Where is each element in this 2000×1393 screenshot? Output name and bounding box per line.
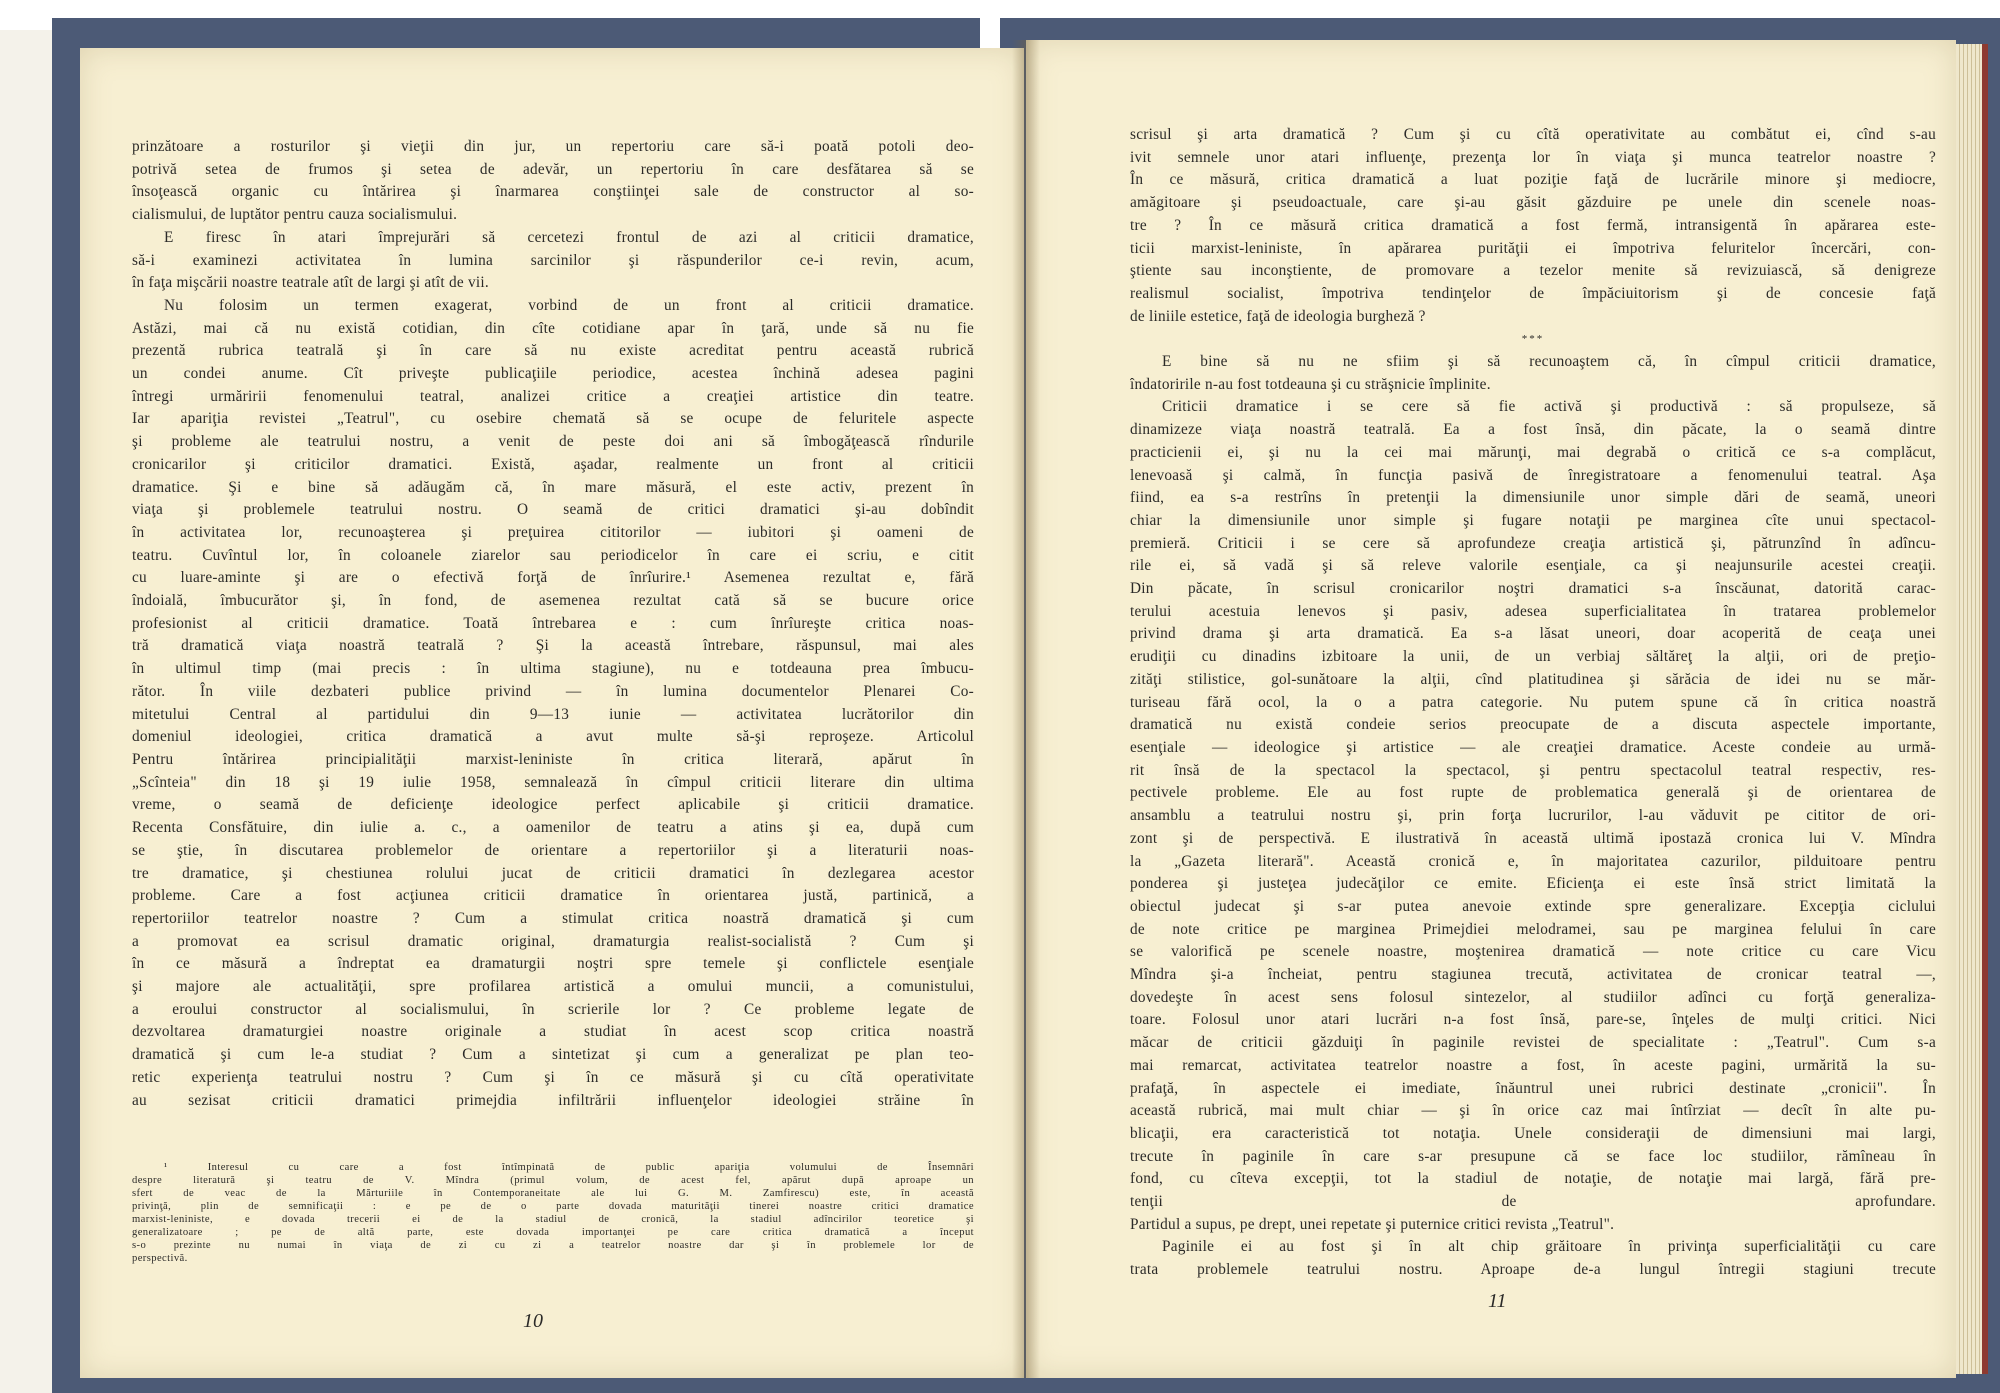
text-line: cu luare-aminte şi are o efectivă forţă de înrîurire.¹ Asemenea rezultat e, fără: [132, 569, 974, 587]
text-line: şi probleme ale teatrului nostru, a venit de peste doi ani să îmbogăţească rîndurile: [132, 433, 974, 451]
text-line: Paginile ei au fost şi în alt chip grăitoare în privinţa superficialităţii cu care: [1162, 1238, 1936, 1256]
text-line: realismul socialist, împotriva tendinţelor de împăciuitorism şi de concesie faţă: [1130, 284, 1936, 302]
right-page: [1026, 40, 1956, 1378]
left-page-footnote: [132, 1161, 974, 1265]
text-line: chiar la dimensiunile unor simple şi fugare notaţii pe marginea cîte unui spectacol-: [1130, 511, 1936, 529]
text-line: Recenta Consfătuire, din iulie a. c., a oamenilor de teatru a atins şi ea, după cum: [132, 819, 974, 837]
footnote-line: despre literatură şi teatru de V. Mîndra (primul volum, de acest fel, apărut după aproape un: [132, 1175, 974, 1186]
text-line: privind drama şi arta dramatică. Ea s-a lăsat uneori, doar acoperită de ceaţa unei: [1130, 625, 1936, 643]
footnote-line: ¹ Interesul cu care a fost întîmpinată de public apariţia volumului de Însemnări: [164, 1162, 974, 1173]
text-line: turiseau fără ocol, la o a patra categorie. Nu putem spune că în critica noastră: [1130, 693, 1936, 711]
text-line: tre dramatice, şi chestiunea rolului jucat de criticii dramatici în dezlegarea acestor: [132, 864, 974, 882]
text-line: şi majore ale actualităţii, spre profilarea artistică a omului muncii, a comunistului,: [132, 978, 974, 996]
text-line: zităţi stilistice, gol-sunătoare la alţii, cînd platitudinea şi sărăcia de idei nu se măr-: [1130, 670, 1936, 688]
text-line: această rubrică, mai mult chiar — şi în orice caz mai întîrziat — decît în alte pu-: [1130, 1102, 1936, 1120]
text-line: scrisul şi arta dramatică ? Cum şi cu cîtă operativitate au combătut ei, cînd s-au: [1130, 126, 1936, 143]
text-line: prafaţă, în aspectele ei imediate, înăuntrul unei rubrici destinate „cronicii". În: [1130, 1079, 1936, 1097]
text-line: Criticii dramatice i se cere să fie activă şi productivă : să propulseze, să: [1162, 398, 1936, 416]
left-page-number: 10: [523, 1310, 543, 1332]
text-line: ansamblu a teatrului nostru şi, prin forţa lucrurilor, l-au văduvit pe cititor de ori-: [1130, 807, 1936, 825]
right-page-text: [1130, 124, 1936, 1282]
text-line: practicienii ei, şi nu la cei mai mărunţi, mai degrabă o critică ce s-a complăcut,: [1130, 443, 1936, 461]
text-line: a eroului constructor al socialismului, în scrierile lor ? Ce probleme legate de: [132, 1000, 974, 1018]
text-line: îndatoririle n-au fost totdeauna şi cu străşnicie împlinite.: [1130, 375, 1491, 393]
text-line: lenevoasă şi calmă, în funcţia pasivă de înregistratoare a fenomenului teatral. Aşa: [1130, 466, 1936, 484]
text-line: ponderea şi justeţea judecăţilor ce emite. Eficienţa ei este însă strict limitată la: [1130, 875, 1936, 893]
text-line: premieră. Criticii i se cere să aprofundeze creaţia artistică şi, pătrunzînd în adîncu-: [1130, 534, 1936, 552]
footnote-line: marxist-leniniste, e dovada trecerii ei de la stadiul de cronică, la stadiul adîncirilor teoretice şi: [132, 1214, 974, 1225]
text-line: rător. În viile dezbateri publice privind — în lumina documentelor Plenarei Co-: [132, 682, 974, 700]
text-line: Din păcate, în scrisul cronicarilor noştri dramatici s-a înscăunat, datorită carac-: [1130, 580, 1936, 598]
text-line: se ştie, în discutarea problemelor de orientare a repertoriilor şi a literaturii noas-: [132, 841, 974, 859]
text-line: a promovat ea scrisul dramatic original, dramaturgia realist-socialistă ? Cum şi: [132, 932, 974, 950]
text-line: probleme. Care a fost acţiunea criticii dramatice în orientarea justă, partinică, a: [132, 887, 974, 905]
text-line: E firesc în atari împrejurări să cercetezi frontul de azi al criticii dramatice,: [164, 228, 974, 246]
text-line: esenţiale — ideologice şi artistice — ale creaţiei dramatice. Aceste condeie au urmă-: [1130, 738, 1936, 756]
text-line: Astăzi, mai că nu există cotidian, din cîte cotidiane apar în ţară, unde să nu fie: [132, 319, 974, 337]
text-line: mai remarcat, activitatea teatrelor noastre a fost, în aceste pagini, urmărită la su-: [1130, 1056, 1936, 1074]
left-page-text: [132, 136, 974, 1112]
bookmark-edge: [1982, 44, 1988, 1374]
text-line: rit însă de la spectacol la spectacol, şi pentru spectacolul teatral respectiv, res-: [1130, 761, 1936, 779]
footnote-line: sfert de veac de la Mărturiile în Contemporaneitate ale lui G. M. Zamfirescu) este, în această: [132, 1188, 974, 1199]
text-line: teatru. Cuvîntul lor, în coloanele ziarelor sau periodicelor în care ei scriu, e citit: [132, 546, 974, 564]
text-line: Nu folosim un termen exagerat, vorbind de un front al criticii dramatice.: [164, 296, 974, 314]
text-line: ştiente sau inconştiente, de promovare a tezelor menite să revizuiască, să denigreze: [1130, 262, 1936, 280]
text-line: un condei anume. Cît priveşte publicaţiile periodice, acestea închină adesea pagini: [132, 365, 974, 383]
left-page: [80, 48, 1024, 1378]
text-line: ticii marxist-leniniste, în apărarea purităţii ei împotriva feluritelor încercări, con-: [1130, 239, 1936, 257]
text-line: tră dramatică viaţa noastră teatrală ? Şi la această întrebare, răspunsul, mai ales: [132, 637, 974, 655]
text-line: prezentă rubrica teatrală şi în care să nu existe acreditat pentru această rubrică: [132, 342, 974, 360]
text-line: întregi urmăririi fenomenului teatral, analizei critice a creaţiei artistice din teatre.: [132, 387, 974, 405]
text-line: se valorifică pe scenele noastre, moştenirea dramatică — note critice cu care Vicu: [1130, 943, 1936, 961]
text-line: blicaţii, era caracteristică tot notaţia. Unele consideraţii de dimensiuni mai largi,: [1130, 1124, 1936, 1142]
text-line: toare. Folosul unor atari lucrări n-a fost însă, pare-se, înţeles de mulţi critici. Nici: [1130, 1011, 1936, 1029]
text-line: tre ? În ce măsură critica dramatică a fost fermă, intransigentă în apărarea este-: [1130, 216, 1936, 234]
text-line: au sezisat criticii dramatici primejdia infiltrării influenţelor ideologiei străine în: [132, 1091, 974, 1109]
footnote-line: generalizatoare ; pe de altă parte, este dovada importanţei pe care critica dramatică a început: [132, 1227, 974, 1238]
text-line: amăgitoare şi pseudoactuale, care şi-au găsit găzduire pe unele din scenele noas-: [1130, 194, 1936, 212]
text-line: zont şi de perspectivă. E ilustrativă în această ultimă ipostază cronica lui V. Mîndra: [1130, 829, 1936, 847]
text-line: dezvoltarea dramaturgiei noastre originale a studiat în acest scop critica noastră: [132, 1023, 974, 1041]
text-line: de note critice pe marginea Primejdiei melodramei, sau pe marginea felului în care: [1130, 920, 1936, 938]
text-line: repertoriilor teatrelor noastre ? Cum a stimulat critica noastră dramatică şi cum: [132, 909, 974, 927]
text-line: retic experienţa teatrului nostru ? Cum şi în ce măsură şi cu cîtă operativitate: [132, 1068, 974, 1086]
text-line: fiind, ea s-a restrîns în pretenţii la dimensiunile unor simple dări de seamă, uneori: [1130, 489, 1936, 507]
text-line: în ultimul timp (mai precis : în ultima stagiune), nu e totdeauna prea îmbucu-: [132, 660, 974, 678]
footnote-line: perspectivă.: [132, 1253, 188, 1264]
text-line: domeniul ideologiei, critica dramatică a avut multe să-şi reproşeze. Articolul: [132, 728, 974, 746]
text-line: terului acestuia lenevos şi pasiv, adesea superficialitatea în tratarea problemelor: [1130, 602, 1936, 620]
text-line: dovedeşte în acest sens folosul sintezelor, al studiilor adînci cu forţă generaliza-: [1130, 988, 1936, 1006]
text-line: dramatică şi cum le-a studiat ? Cum a sintetizat şi cum a generalizat pe plan teo-: [132, 1046, 974, 1064]
text-line: rile ei, să vadă şi să releve valorile esenţiale, ca şi neajunsurile acestei creaţii.: [1130, 557, 1936, 575]
text-line: prinzătoare a rosturilor şi vieţii din jur, un repertoriu care să-i poată potoli deo-: [132, 138, 974, 155]
text-line: erudiţii cu dinadins izbitoare la unii, de un verbiaj săltăreţ la alţii, ori de preţio-: [1130, 648, 1936, 666]
text-line: potrivă setea de frumos şi setea de adevăr, un repertoriu în care desfătarea să se: [132, 160, 974, 178]
text-line: mitetului Central al partidului din 9—13 iunie — activitatea lucrătorilor din: [132, 705, 974, 723]
cover-gap: [980, 18, 1000, 48]
text-line: cronicarilor şi criticilor dramatici. Există, aşadar, realmente un front al criticii: [132, 455, 974, 473]
text-line: pectivele probleme. Ele au fost rupte de problematica generală şi de orientarea de: [1130, 784, 1936, 802]
text-line: Partidul a supus, pe drept, unei repetate şi puternice critici revista „Teatrul".: [1130, 1215, 1615, 1233]
text-line: în activitatea lor, recunoaşterea şi preţuirea cititorilor — iubitori şi oameni de: [132, 523, 974, 541]
text-line: însoţească organic cu întărirea şi înarmarea conştiinţei sale de constructor al so-: [132, 183, 974, 201]
text-line: ivit semnele unor atari influenţe, prezenţa lor în viaţa şi munca teatrelor noastre ?: [1130, 148, 1936, 166]
text-line: dinamizeze viaţa noastră teatrală. Ea a fost însă, din păcate, la o seamă dintre: [1130, 421, 1936, 439]
text-line: de liniile estetice, faţă de ideologia burgheză ?: [1130, 307, 1426, 325]
text-line: E bine să nu ne sfiim şi să recunoaştem că, în cîmpul criticii dramatice,: [1162, 353, 1936, 371]
text-line: în faţa mişcării noastre teatrale atît de largi şi atît de vii.: [132, 274, 489, 292]
text-line: trecute în paginile în care s-ar presupune că se face loc studiilor, rămîneau în: [1130, 1147, 1936, 1165]
text-line: în ce măsură a îndreptat ea dramaturgii noştri spre temele şi conflictele esenţiale: [132, 955, 974, 973]
text-line: vreme, o seamă de deficienţe ideologice perfect aplicabile şi criticii dramatice.: [132, 796, 974, 814]
footnote-line: privinţă, plin de semnificaţii : e pe de o parte dovada maturităţii tinerei noastre critici dramatice: [132, 1201, 974, 1212]
text-line: „Scînteia" din 18 şi 19 iulie 1958, semnalează în cîmpul criticii literare din ultima: [132, 773, 974, 791]
text-line: trata problemele teatrului nostru. Aproape de-a lungul întregii stagiuni trecute: [1130, 1261, 1936, 1279]
text-line: să-i examinezi activitatea în lumina sarcinilor şi răspunderilor ce-i revin, acum,: [132, 251, 974, 269]
text-line: dramatice. Şi e bine să adăugăm că, în mare măsură, el este activ, prezent în: [132, 478, 974, 496]
book-gutter: [1012, 40, 1040, 1378]
text-line: Pentru întărirea principialităţii marxist-leniniste în critica literară, apărut în: [132, 750, 974, 768]
text-line: tenţii de aprofundare.: [1130, 1193, 1936, 1211]
text-line: Iar apariţia revistei „Teatrul", cu osebire chemată să se ocupe de feluritele aspecte: [132, 410, 974, 428]
text-line: cialismului, de luptător pentru cauza socialismului.: [132, 206, 458, 224]
right-page-number: 11: [1488, 1290, 1507, 1312]
text-line: profesionist al criticii dramatice. Toată întrebarea e : cum înrîureşte critica noas-: [132, 614, 974, 632]
text-line: îndoială, îmbucurător şi, în fond, de asemenea rezultat cată să se bucure orice: [132, 592, 974, 610]
text-line: ***: [1521, 333, 1545, 346]
text-line: dramatică nu există condeie serios preocupate de a discuta aspectele importante,: [1130, 716, 1936, 734]
text-line: măcar de criticii găzduiţi în paginile revistei de specialitate : „Teatrul". Cum s-a: [1130, 1034, 1936, 1052]
page-edges: [1956, 44, 1982, 1374]
text-line: Mîndra şi-a încheiat, pentru stagiunea trecută, activitatea de cronicar teatral —,: [1130, 966, 1936, 984]
text-line: În ce măsură, critica dramatică a luat poziţie faţă de lucrările minore şi mediocre,: [1130, 171, 1936, 189]
footnote-line: s-o prezinte nu numai în viaţa de zi cu zi a teatrelor noastre dar şi în problemele lor de: [132, 1240, 974, 1251]
text-line: la „Gazeta literară". Această cronică e, în majoritatea cazurilor, pilduitoare pentru: [1130, 852, 1936, 870]
text-line: viaţa şi problemele teatrului nostru. O seamă de critici dramatici şi-au dobîndit: [132, 501, 974, 519]
text-line: fond, cu cîteva excepţii, tot la stadiul de notaţie, de notaţie mai largă, fără pre-: [1130, 1170, 1936, 1188]
text-line: obiectul judecat şi s-ar putea anevoie extinde spre generalizare. Excepţia ciclului: [1130, 897, 1936, 915]
